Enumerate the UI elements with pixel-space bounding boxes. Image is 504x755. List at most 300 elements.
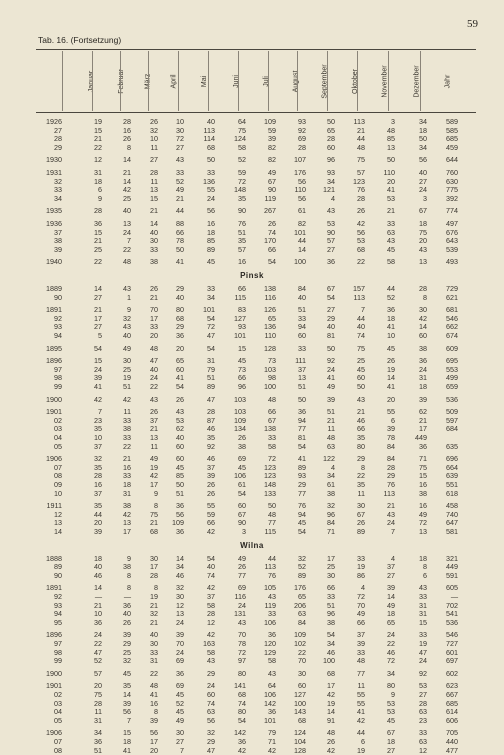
row-year: 1901	[46, 681, 62, 691]
row-year: 08	[54, 471, 62, 481]
table-cell: 775	[446, 185, 458, 195]
table-cell: 56	[150, 728, 158, 738]
table-cell: 697	[446, 656, 458, 666]
table-cell: 13	[176, 609, 184, 619]
table-cell: 65	[327, 125, 335, 135]
table-cell: 12	[207, 617, 215, 627]
table-cell: 113	[264, 562, 276, 572]
table-cell: 18	[207, 227, 215, 237]
table-cell: 5	[98, 331, 102, 340]
table-cell: 53	[387, 698, 395, 708]
table-cell: 18	[123, 480, 131, 489]
table-cell: 60	[298, 681, 306, 691]
table-cell: 26	[238, 562, 246, 572]
table-cell: 727	[446, 639, 458, 648]
table-cell: 105	[264, 583, 276, 593]
table-cell: 32	[327, 501, 335, 511]
table-row	[36, 143, 476, 152]
table-cell: 100	[294, 257, 306, 267]
table-cell: 11	[357, 488, 365, 498]
table-cell: 705	[446, 728, 458, 738]
table-cell: 14	[123, 176, 131, 186]
table-cell: 96	[238, 382, 246, 391]
column-header-label: Juli	[262, 75, 270, 87]
table-cell: 52	[176, 176, 184, 186]
table-cell: 68	[207, 142, 215, 152]
table-cell: 40	[207, 117, 215, 126]
table-cell: 25	[123, 193, 131, 203]
table-cell: 635	[446, 441, 458, 451]
table-cell: 37	[357, 630, 365, 640]
column-header	[109, 51, 133, 111]
table-cell: 50	[357, 382, 365, 391]
header-divider	[238, 51, 239, 111]
row-year: 03	[54, 698, 62, 708]
table-cell: 116	[234, 592, 246, 601]
table-row	[36, 206, 476, 215]
table-cell: 54	[94, 343, 102, 353]
table-cell: 26	[357, 206, 365, 216]
table-cell: 72	[419, 518, 427, 528]
table-cell: 60	[176, 364, 184, 374]
table-cell: 20	[419, 236, 427, 246]
table-cell: 18	[419, 553, 427, 563]
table-cell: 33	[298, 343, 306, 353]
table-cell: 42	[238, 745, 246, 755]
table-cell: 67	[238, 509, 246, 519]
table-cell: 36	[268, 630, 276, 640]
table-cell: 35	[357, 433, 365, 442]
table-cell: 48	[357, 656, 365, 666]
header-divider	[178, 51, 179, 111]
table-cell: 16	[419, 501, 427, 511]
table-cell: 546	[446, 630, 458, 640]
table-cell: 103	[264, 364, 276, 374]
table-cell: 48	[123, 257, 131, 267]
column-header-label: April	[170, 73, 178, 89]
table-cell: 59	[268, 125, 276, 135]
column-header	[254, 51, 278, 111]
header-divider	[388, 51, 389, 111]
table-cell: 43	[176, 155, 184, 165]
table-cell: 49	[387, 600, 395, 610]
table-cell: 126	[264, 305, 276, 315]
table-cell: 42	[94, 394, 102, 404]
table-cell: 72	[357, 592, 365, 601]
table-cell: 16	[238, 257, 246, 267]
table-cell: 43	[150, 394, 158, 404]
table-cell: 20	[150, 745, 158, 755]
table-cell: 7	[127, 715, 131, 725]
table-cell: 41	[94, 382, 102, 391]
table-cell: 11	[150, 142, 158, 152]
table-cell: 55	[207, 185, 215, 195]
table-cell: 93	[327, 168, 335, 177]
table-cell: 46	[94, 570, 102, 580]
row-year: 97	[54, 639, 62, 648]
row-year: 38	[54, 236, 62, 246]
table-cell: 82	[268, 142, 276, 152]
table-cell: 21	[150, 600, 158, 610]
table-cell: 33	[419, 728, 427, 738]
row-year: 27	[54, 125, 62, 135]
table-cell: 38	[123, 501, 131, 511]
table-cell: 35	[94, 501, 102, 511]
table-cell: 39	[123, 630, 131, 640]
table-cell: 22	[94, 257, 102, 267]
table-cell: 31	[150, 656, 158, 666]
table-cell: 72	[268, 454, 276, 464]
table-cell: 477	[446, 745, 458, 755]
table-cell: 134	[234, 424, 246, 434]
table-cell: 24	[387, 630, 395, 640]
table-cell: 36	[176, 668, 184, 678]
table-cell: 111	[295, 356, 306, 366]
table-cell: 82	[298, 219, 306, 228]
table-cell: 26	[357, 518, 365, 528]
table-cell: 37	[150, 415, 158, 425]
table-cell: 19	[387, 364, 395, 374]
table-cell: 25	[327, 562, 335, 572]
table-cell: 614	[446, 707, 458, 717]
table-cell: 21	[94, 134, 102, 144]
table-cell: 34	[207, 292, 215, 302]
header-divider	[120, 51, 121, 111]
table-cell: 34	[419, 142, 427, 152]
table-cell: 66	[238, 373, 246, 383]
table-cell: 17	[123, 527, 131, 536]
table-row	[36, 194, 476, 203]
table-cell: 113	[353, 292, 365, 302]
table-cell: 47	[419, 647, 427, 657]
table-cell: 676	[446, 227, 458, 237]
table-cell: 63	[207, 707, 215, 717]
table-cell: 61	[327, 480, 335, 489]
table-cell: 56	[176, 509, 184, 519]
table-row	[36, 571, 476, 580]
table-cell: 11	[327, 424, 335, 434]
table-cell: 19	[357, 745, 365, 755]
table-cell: 66	[238, 284, 246, 293]
table-cell: 21	[150, 617, 158, 627]
table-row	[36, 382, 476, 391]
table-cell: 47	[94, 647, 102, 657]
table-cell: 14	[387, 373, 395, 383]
row-year: 1900	[46, 394, 62, 404]
table-cell: 113	[203, 125, 215, 135]
table-cell: 39	[419, 394, 427, 404]
table-cell: 41	[176, 373, 184, 383]
table-cell: 20	[387, 176, 395, 186]
table-cell: 536	[446, 394, 458, 404]
table-cell: 63	[327, 441, 335, 451]
table-cell: 63	[419, 737, 427, 746]
table-cell: 41	[357, 707, 365, 717]
table-cell: 21	[387, 206, 395, 216]
table-cell: 82	[268, 155, 276, 165]
table-cell: 44	[94, 509, 102, 519]
table-cell: 68	[150, 527, 158, 536]
table-cell: 17	[327, 553, 335, 563]
row-year: 37	[54, 227, 62, 237]
table-cell: 60	[238, 501, 246, 511]
table-cell: 50	[207, 155, 215, 165]
table-cell: 553	[446, 364, 458, 374]
table-cell: 3	[423, 193, 427, 203]
table-cell: 87	[207, 415, 215, 425]
table-cell: 42	[207, 630, 215, 640]
table-row	[36, 245, 476, 254]
table-cell: 49	[238, 553, 246, 563]
table-cell: 48	[327, 728, 335, 738]
table-cell: 44	[357, 134, 365, 144]
table-cell: 440	[446, 737, 458, 746]
table-cell: 13	[123, 518, 131, 528]
table-cell: 27	[327, 305, 335, 315]
row-year: 1896	[46, 356, 62, 366]
table-cell: 696	[446, 454, 458, 464]
table-cell: 34	[387, 668, 395, 678]
table-cell: 70	[238, 630, 246, 640]
table-cell: 88	[176, 219, 184, 228]
table-cell: 54	[298, 527, 306, 536]
table-cell: 621	[446, 292, 458, 302]
table-cell: 33	[207, 284, 215, 293]
table-cell: 53	[419, 681, 427, 691]
table-cell: 42	[150, 471, 158, 481]
table-cell: 75	[357, 343, 365, 353]
table-cell: 29	[176, 322, 184, 332]
table-row	[36, 155, 476, 164]
table-cell: 606	[446, 715, 458, 725]
table-cell: 90	[238, 206, 246, 216]
table-cell: 104	[294, 737, 306, 746]
table-cell: 32	[298, 553, 306, 563]
table-cell: 33	[327, 592, 335, 601]
table-cell: 121	[323, 185, 335, 195]
table-cell: 71	[327, 527, 335, 536]
table-cell: 13	[419, 257, 427, 267]
table-cell: 50	[327, 343, 335, 353]
table-cell: 43	[357, 394, 365, 404]
table-cell: 61	[298, 206, 306, 216]
table-cell: 25	[357, 356, 365, 366]
table-row	[36, 527, 476, 536]
table-cell: 8	[154, 501, 158, 511]
table-cell: 24	[238, 600, 246, 610]
table-cell: 46	[387, 647, 395, 657]
table-cell: 76	[298, 501, 306, 511]
table-cell: 58	[268, 441, 276, 451]
table-cell: 54	[207, 343, 215, 353]
table-cell: 392	[446, 193, 458, 203]
table-cell: 129	[264, 647, 276, 657]
table-cell: 42	[123, 394, 131, 404]
table-cell: 67	[387, 728, 395, 738]
table-cell: 33	[123, 415, 131, 425]
table-cell: 28	[94, 471, 102, 481]
table-cell: 49	[123, 343, 131, 353]
table-cell: 46	[327, 647, 335, 657]
table-cell: 31	[94, 715, 102, 725]
table-cell: 48	[150, 681, 158, 691]
table-cell: 69	[298, 134, 306, 144]
table-cell: 114	[203, 134, 215, 144]
table-cell: 4	[391, 553, 395, 563]
table-cell: 56	[419, 155, 427, 165]
row-year: 07	[54, 737, 62, 746]
table-cell: 36	[176, 527, 184, 536]
table-cell: 40	[419, 168, 427, 177]
table-cell: 78	[176, 236, 184, 246]
table-cell: 22	[94, 142, 102, 152]
row-year: 1931	[46, 168, 62, 177]
table-cell: 36	[123, 600, 131, 610]
table-cell: 48	[327, 433, 335, 442]
table-cell: —	[450, 592, 458, 601]
table-cell: 28	[94, 698, 102, 708]
row-year: 04	[54, 433, 62, 442]
table-cell: 75	[150, 509, 158, 519]
row-year: 95	[54, 617, 62, 627]
table-cell: 28	[387, 462, 395, 472]
table-cell: 58	[238, 142, 246, 152]
table-cell: 136	[264, 322, 276, 332]
table-cell: 41	[327, 373, 335, 383]
section-title: Pinsk	[240, 271, 264, 280]
table-cell: 27	[419, 176, 427, 186]
table-cell: 26	[207, 488, 215, 498]
table-cell: 71	[268, 737, 276, 746]
table-cell: 80	[238, 668, 246, 678]
table-cell: 75	[357, 155, 365, 165]
row-year: 33	[54, 185, 62, 195]
table-cell: 20	[176, 343, 184, 353]
table-cell: 70	[357, 600, 365, 610]
table-cell: 127	[294, 690, 306, 699]
column-header	[405, 51, 429, 111]
row-year: 07	[54, 462, 62, 472]
table-cell: 647	[446, 518, 458, 528]
table-cell: 50	[176, 244, 184, 254]
table-cell: 8	[154, 583, 158, 593]
table-cell: 100	[264, 382, 276, 391]
table-cell: 30	[176, 592, 184, 601]
table-cell: 4	[331, 462, 335, 472]
table-cell: 64	[268, 681, 276, 691]
table-cell: 34	[327, 176, 335, 186]
table-cell: 70	[298, 656, 306, 666]
table-cell: 22	[298, 647, 306, 657]
page-number: 59	[467, 18, 478, 30]
table-cell: 50	[327, 117, 335, 126]
table-cell: 26	[150, 117, 158, 126]
table-cell: 27	[150, 155, 158, 165]
table-cell: 6	[423, 570, 427, 580]
table-cell: 9	[127, 553, 131, 563]
table-cell: 84	[298, 617, 306, 627]
table-cell: 43	[238, 617, 246, 627]
table-cell: 31	[94, 168, 102, 177]
table-cell: 57	[238, 244, 246, 254]
table-cell: 123	[264, 471, 276, 481]
row-year: 92	[54, 313, 62, 323]
table-cell: 24	[387, 518, 395, 528]
table-cell: 75	[419, 227, 427, 237]
table-cell: 46	[207, 424, 215, 434]
table-cell: 30	[176, 125, 184, 135]
table-cell: 45	[207, 257, 215, 267]
table-cell: 75	[238, 125, 246, 135]
table-cell: 57	[357, 168, 365, 177]
table-cell: 684	[446, 424, 458, 434]
table-cell: 40	[150, 630, 158, 640]
table-cell: 39	[94, 373, 102, 383]
table-cell: 72	[238, 647, 246, 657]
table-cell: 170	[264, 236, 276, 246]
table-cell: 42	[268, 745, 276, 755]
table-cell: 9	[154, 488, 158, 498]
table-cell: 30	[176, 728, 184, 738]
column-header	[224, 51, 248, 111]
table-cell: 36	[94, 737, 102, 746]
table-cell: 66	[327, 583, 335, 593]
table-cell: 81	[298, 433, 306, 442]
table-cell: 36	[419, 356, 427, 366]
table-cell: 28	[123, 117, 131, 126]
table-cell: 131	[234, 609, 246, 619]
table-cell: 103	[234, 394, 246, 404]
table-cell: 37	[207, 592, 215, 601]
table-cell: 53	[387, 193, 395, 203]
table-cell: 664	[446, 462, 458, 472]
table-cell: 29	[176, 284, 184, 293]
table-cell: 53	[176, 415, 184, 425]
table-cell: 41	[150, 690, 158, 699]
header-divider	[148, 51, 149, 111]
table-cell: 69	[176, 656, 184, 666]
table-cell: 101	[234, 331, 246, 340]
table-cell: 21	[94, 236, 102, 246]
table-cell: 40	[94, 562, 102, 572]
table-cell: 18	[94, 553, 102, 563]
table-cell: 49	[327, 382, 335, 391]
table-cell: 13	[150, 185, 158, 195]
table-cell: 59	[207, 509, 215, 519]
table-cell: 8	[423, 562, 427, 572]
table-cell: 71	[419, 454, 427, 464]
table-cell: 41	[123, 745, 131, 755]
table-cell: 42	[327, 690, 335, 699]
table-cell: 21	[150, 206, 158, 216]
table-cell: 10	[94, 609, 102, 619]
table-cell: 509	[446, 407, 458, 417]
column-header	[162, 51, 186, 111]
table-cell: 58	[387, 257, 395, 267]
table-cell: 28	[207, 609, 215, 619]
table-cell: 50	[176, 480, 184, 489]
table-cell: 27	[176, 737, 184, 746]
table-cell: 26	[268, 219, 276, 228]
table-cell: 729	[446, 284, 458, 293]
table-cell: 80	[357, 441, 365, 451]
table-cell: 50	[419, 134, 427, 144]
table-cell: 639	[446, 471, 458, 481]
table-cell: 56	[357, 227, 365, 237]
table-cell: 17	[150, 737, 158, 746]
table-cell: 16	[123, 462, 131, 472]
table-cell: 21	[150, 518, 158, 528]
